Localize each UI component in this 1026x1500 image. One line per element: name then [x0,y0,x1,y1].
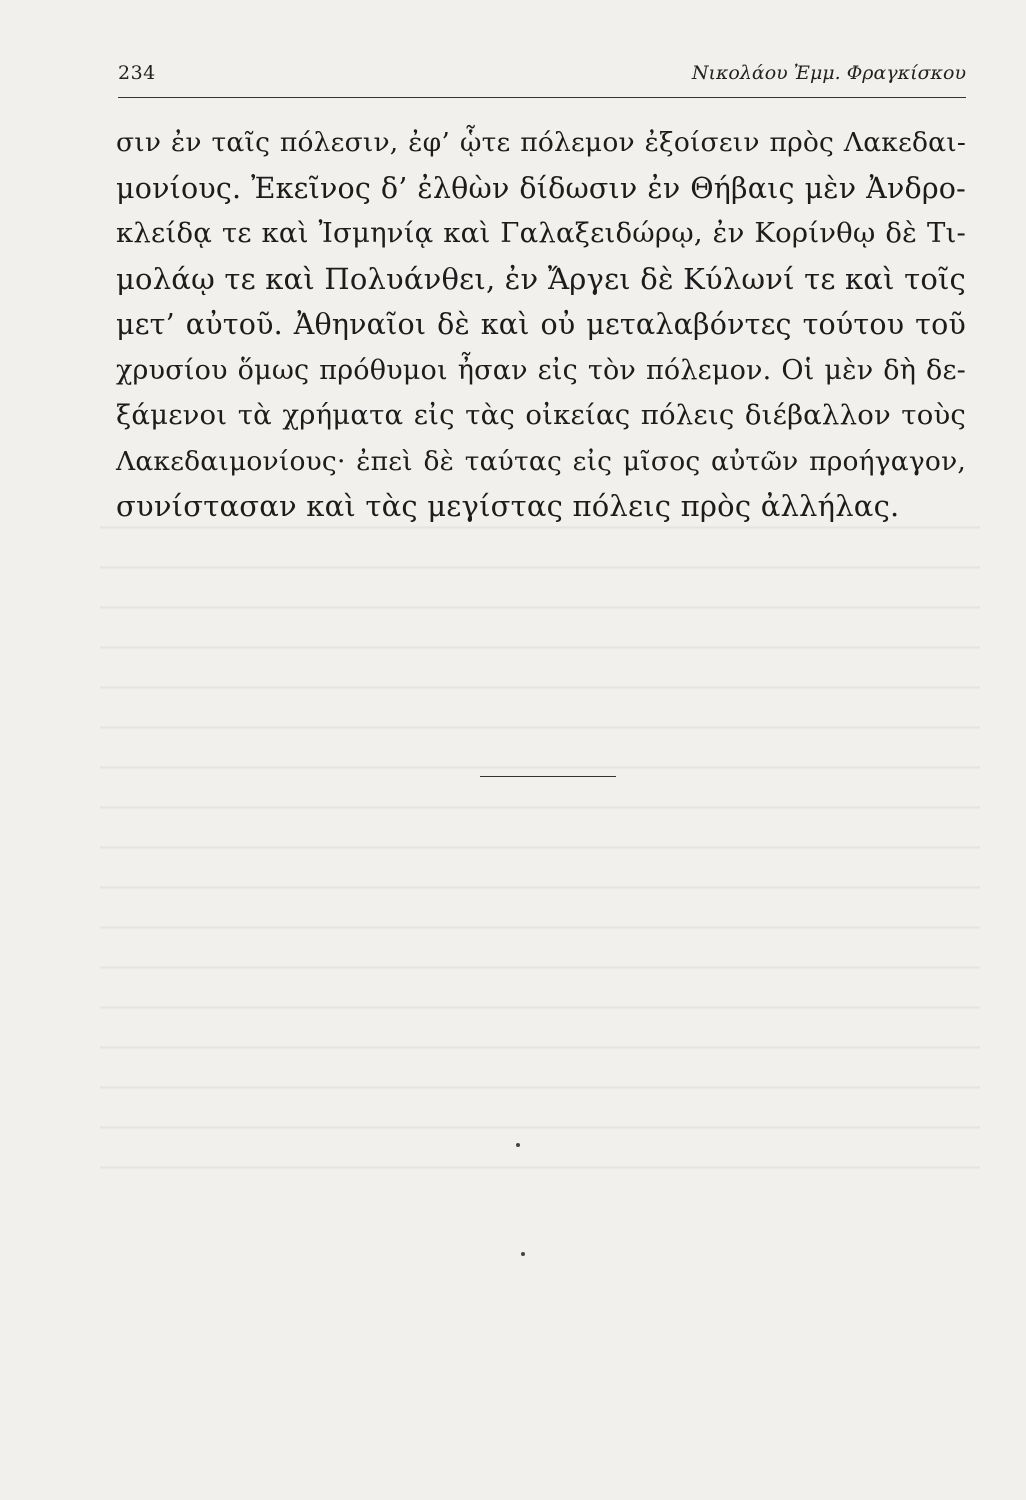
page-number: 234 [118,62,156,84]
bleed-through-texture [100,500,980,1200]
text-line: σιν ἐν ταῖς πόλεσιν, ἐφ’ ᾧτε πόλεμον ἐξοίσειν πρὸς Λακεδαι- [116,127,966,158]
text-line: Λακεδαιμονίους· ἐπεὶ δὲ ταύτας εἰς μῖσος αὐτῶν προήγαγον, [116,445,966,477]
paper-speck [516,1143,520,1147]
text-line: μολάῳ τε καὶ Πολυάνθει, ἐν Ἄργει δὲ Κύλωνί τε καὶ τοῖς [116,261,966,296]
paper-speck [521,1252,525,1256]
text-line: χρυσίου ὅμως πρόθυμοι ἦσαν εἰς τὸν πόλεμον. Οἱ μὲν δὴ δε- [116,354,966,386]
text-line: ξάμενοι τὰ χρήματα εἰς τὰς οἰκείας πόλεις διέβαλλον τοὺς [116,399,966,431]
text-line: μετ’ αὐτοῦ. Ἀθηναῖοι δὲ καὶ οὐ μεταλαβόντες τούτου τοῦ [116,308,966,341]
text-line: κλείδᾳ τε καὶ Ἰσμηνίᾳ καὶ Γαλαξειδώρῳ, ἐν Κορίνθῳ δὲ Τι- [116,217,966,249]
body-text [116,120,966,530]
text-line: συνίστασαν καὶ τὰς μεγίστας πόλεις πρὸς ἀλλήλας. [116,489,900,523]
text-line: μονίους. Ἐκεῖνος δ’ ἐλθὼν δίδωσιν ἐν Θήβαις μὲν Ἀνδρο- [116,171,966,205]
section-end-rule [480,776,616,777]
running-title: Νικολάου Ἐμμ. Φραγκίσκου [691,62,966,84]
header-rule [118,97,966,98]
running-head [118,62,966,92]
